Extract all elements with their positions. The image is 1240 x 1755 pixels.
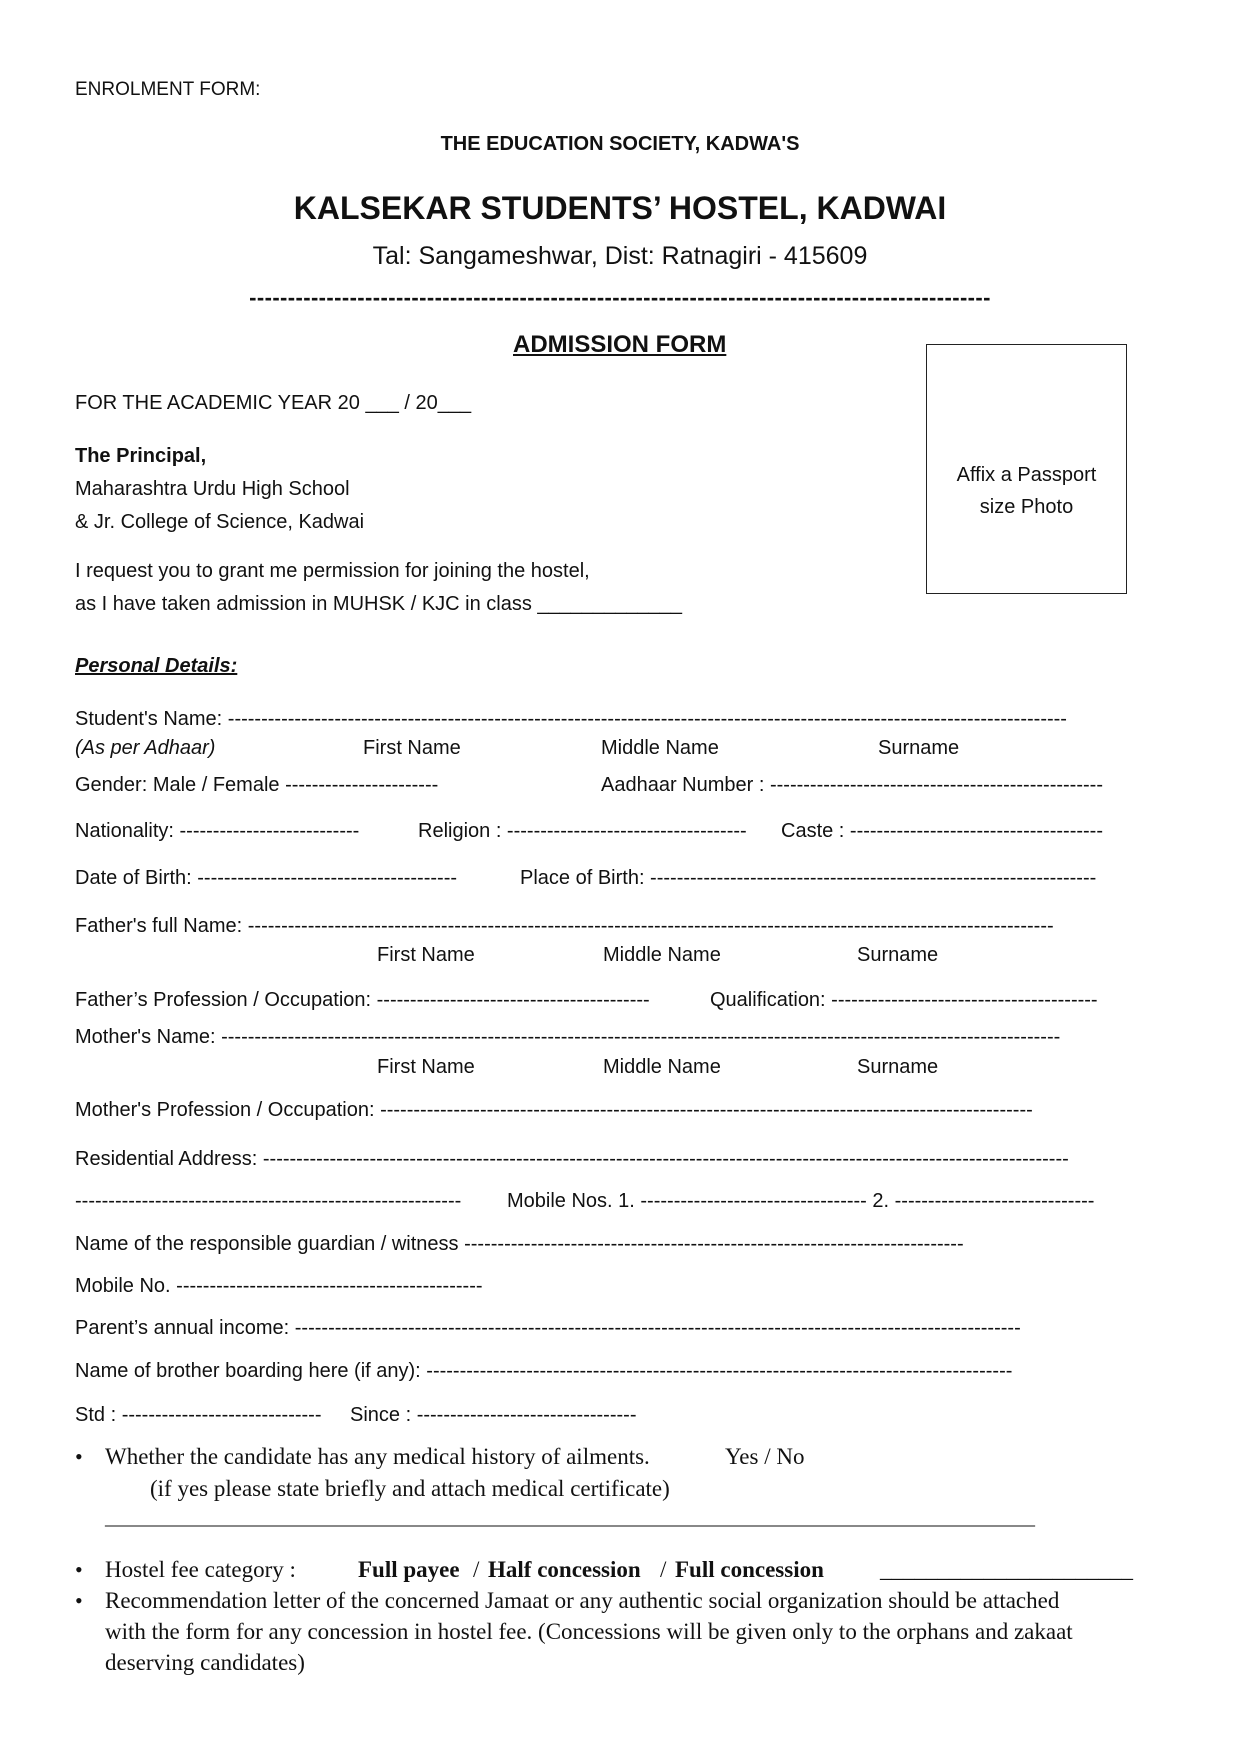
fee-separator-2: / — [660, 1557, 667, 1582]
recommendation-bullet: • — [75, 1588, 83, 1613]
since-field: Since : --------------------------------- — [350, 1404, 637, 1426]
mother-surname-label: Surname — [857, 1056, 939, 1078]
request-line2: as I have taken admission in MUHSK / KJC in class _____________ — [75, 593, 683, 615]
addressee-line2: & Jr. College of Science, Kadwai — [75, 511, 365, 533]
father-name-field: Father's full Name: ------------------------------------------------------------------------------------------------------------------------- — [75, 915, 1054, 937]
father-first-name-label: First Name — [377, 944, 475, 966]
mother-name-field: Mother's Name: ------------------------------------------------------------------------------------------------------------------------------ — [75, 1026, 1061, 1048]
gender-field: Gender: Male / Female ----------------------- — [75, 774, 439, 796]
dob-field: Date of Birth: --------------------------------------- — [75, 867, 458, 889]
annual-income-field: Parent’s annual income: ------------------------------------------------------------------------------------------------------------- — [75, 1317, 1021, 1339]
religion-field: Religion : ------------------------------------ — [418, 820, 747, 842]
personal-details-heading: Personal Details: — [75, 655, 238, 677]
father-middle-name-label: Middle Name — [603, 944, 721, 966]
guardian-field: Name of the responsible guardian / witness --------------------------------------------------------------------------- — [75, 1233, 964, 1255]
mobile-no-field: Mobile No. ---------------------------------------------- — [75, 1275, 483, 1297]
request-line1: I request you to grant me permission for joining the hostel, — [75, 560, 590, 582]
recommendation-line1: Recommendation letter of the concerned Jamaat or any authentic social organization should be attached — [105, 1588, 1060, 1613]
recommendation-line3: deserving candidates) — [105, 1650, 305, 1675]
fee-bullet: • — [75, 1557, 83, 1582]
std-field: Std : ------------------------------ — [75, 1404, 322, 1426]
mobile-nos-field: Mobile Nos. 1. ---------------------------------- 2. ------------------------------ — [507, 1190, 1095, 1212]
father-profession-field: Father’s Profession / Occupation: ----------------------------------------- — [75, 989, 650, 1011]
student-first-name-label: First Name — [363, 737, 461, 759]
fee-category-label: Hostel fee category : — [105, 1557, 296, 1582]
photo-box-label: Affix a Passport size Photo — [956, 464, 1097, 518]
hostel-address: Tal: Sangameshwar, Dist: Ratnagiri - 415609 — [372, 242, 868, 270]
student-name-field: Student's Name: ------------------------------------------------------------------------------------------------------------------------------ — [75, 708, 1067, 730]
fee-full-payee: Full payee — [358, 1557, 460, 1582]
recommendation-line2: with the form for any concession in hostel fee. (Concessions will be given only to the orphans and zakaat — [105, 1619, 1073, 1644]
qualification-field: Qualification: ---------------------------------------- — [710, 989, 1098, 1011]
society-name: THE EDUCATION SOCIETY, KADWA'S — [440, 133, 800, 155]
header-divider: ------------------------------------------------------------------------------------------------ — [249, 285, 991, 310]
student-surname-label: Surname — [878, 737, 960, 759]
form-label: ENROLMENT FORM: — [75, 79, 261, 100]
medical-bullet: • — [75, 1444, 83, 1469]
mother-profession-field: Mother's Profession / Occupation: -------------------------------------------------------------------------------------------------- — [75, 1099, 1033, 1121]
fee-separator-1: / — [473, 1557, 480, 1582]
medical-answer: Yes / No — [725, 1444, 805, 1469]
as-per-adhaar-note: (As per Adhaar) — [75, 737, 216, 759]
passport-photo-box — [926, 344, 1127, 594]
nationality-field: Nationality: --------------------------- — [75, 820, 360, 842]
residential-address-field: Residential Address: ------------------------------------------------------------------------------------------------------------------------- — [75, 1148, 1069, 1170]
caste-field: Caste : -------------------------------------- — [781, 820, 1104, 842]
fee-category-blank: ______________________ — [880, 1557, 1133, 1582]
fee-half-concession: Half concession — [488, 1557, 641, 1582]
student-middle-name-label: Middle Name — [601, 737, 719, 759]
pob-field: Place of Birth: ------------------------------------------------------------------- — [520, 867, 1097, 889]
father-surname-label: Surname — [857, 944, 939, 966]
fee-full-concession: Full concession — [675, 1557, 824, 1582]
mother-middle-name-label: Middle Name — [603, 1056, 721, 1078]
brother-boarding-field: Name of brother boarding here (if any): ---------------------------------------------------------------------------------------- — [75, 1360, 1013, 1382]
addressee-salutation: The Principal, — [75, 445, 207, 467]
academic-year: FOR THE ACADEMIC YEAR 20 ___ / 20___ — [75, 392, 472, 414]
medical-answer-line: _____________________________________________________________________________________________ — [105, 1507, 1035, 1529]
aadhaar-field: Aadhaar Number : -------------------------------------------------- — [601, 774, 1103, 796]
medical-note: (if yes please state briefly and attach medical certificate) — [150, 1476, 670, 1501]
addressee-line1: Maharashtra Urdu High School — [75, 478, 350, 500]
hostel-name: KALSEKAR STUDENTS’ HOSTEL, KADWAI — [293, 190, 947, 226]
mother-first-name-label: First Name — [377, 1056, 475, 1078]
address-continuation: ---------------------------------------------------------- — [75, 1190, 462, 1212]
form-title: ADMISSION FORM — [513, 331, 727, 358]
medical-question: Whether the candidate has any medical history of ailments. — [105, 1444, 650, 1469]
